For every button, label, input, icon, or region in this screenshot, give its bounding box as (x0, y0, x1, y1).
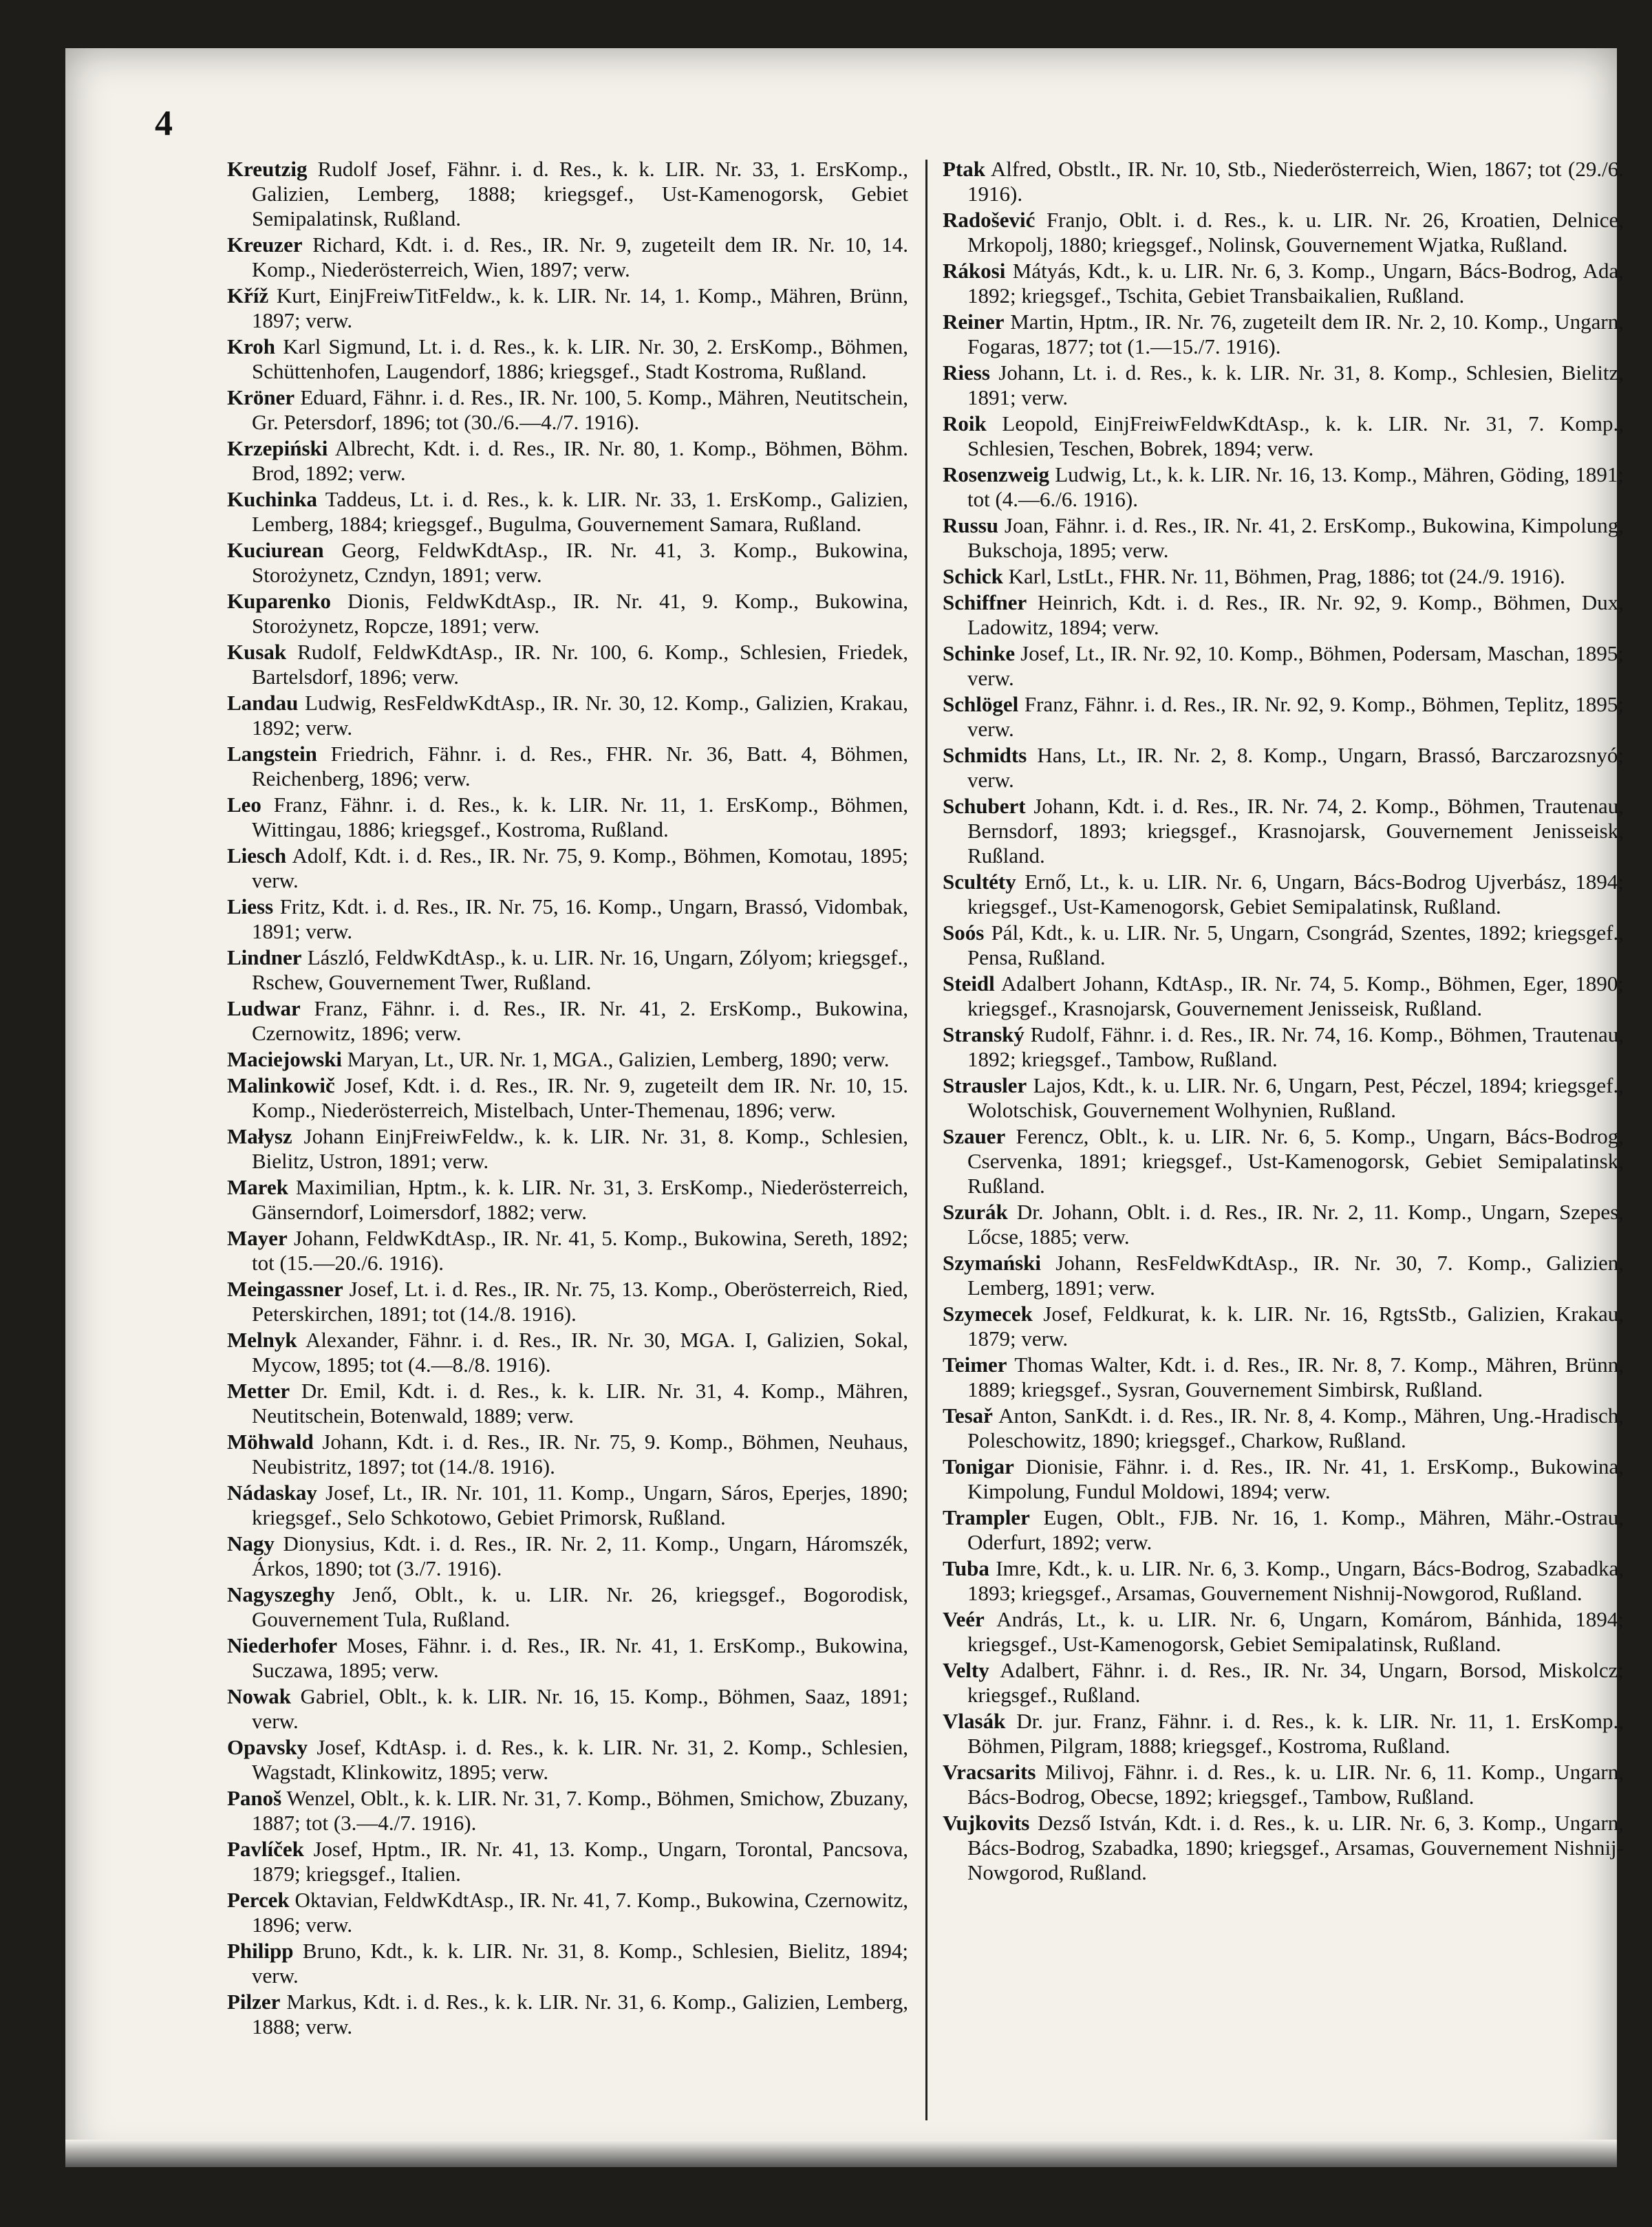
entry-surname: Leo (227, 793, 261, 817)
page-bottom-edge (65, 2140, 1617, 2167)
entry-details: Josef, Feldkurat, k. k. LIR. Nr. 16, RgtsStb., Galizien, Krakau, 1879; verw. (967, 1302, 1624, 1351)
entry-details: Markus, Kdt. i. d. Res., k. k. LIR. Nr. 31, 6. Komp., Galizien, Lemberg, 1888; verw. (252, 1990, 909, 2038)
entry-details: Franz, Fähnr. i. d. Res., IR. Nr. 92, 9. Komp., Böhmen, Teplitz, 1895; verw. (967, 692, 1624, 741)
entry-details: Imre, Kdt., k. u. LIR. Nr. 6, 3. Komp., Ungarn, Bács-Bodrog, Szabadka, 1893; kriegsgef., Arsamas, Gouvernement Nishnij-Nowgorod, Rußland. (967, 1556, 1624, 1605)
column-divider (925, 160, 927, 2120)
entry-details: Dionisie, Fähnr. i. d. Res., IR. Nr. 41, 1. ErsKomp., Bukowina, Kimpolung, Fundul Moldowi, 1894; verw. (967, 1454, 1624, 1503)
register-entry (943, 361, 1624, 410)
entry-details: Mátyás, Kdt., k. u. LIR. Nr. 6, 3. Komp., Ungarn, Bács-Bodrog, Ada, 1892; kriegsgef., Tschita, Gebiet Transbaikalien, Rußland. (967, 259, 1624, 308)
entry-surname: Kuciurean (227, 538, 324, 562)
entry-surname: Velty (943, 1658, 989, 1682)
entry-details: Josef, Lt., IR. Nr. 101, 11. Komp., Ungarn, Sáros, Eperjes, 1890; kriegsgef., Selo Schkotowo, Gebiet Primorsk, Rußland. (252, 1481, 908, 1529)
entry-details: Gabriel, Oblt., k. k. LIR. Nr. 16, 15. Komp., Böhmen, Saaz, 1891; verw. (252, 1684, 908, 1733)
entry-surname: Ptak (943, 157, 985, 181)
entry-details: Rudolf, Fähnr. i. d. Res., IR. Nr. 74, 16. Komp., Böhmen, Trautenau, 1892; kriegsgef., Tambow, Rußland. (967, 1022, 1624, 1071)
entry-surname: Schiffner (943, 590, 1027, 614)
left-column (227, 157, 908, 2041)
register-entry (227, 334, 908, 384)
entry-surname: Teimer (943, 1353, 1007, 1377)
register-entry (943, 1658, 1624, 1708)
register-entry (943, 259, 1624, 308)
entry-surname: Szymański (943, 1251, 1041, 1275)
register-entry (227, 793, 908, 842)
register-entry (227, 436, 908, 486)
entry-surname: Vujkovits (943, 1811, 1030, 1835)
entry-surname: Radošević (943, 208, 1036, 232)
entry-details: Dezső István, Kdt. i. d. Res., k. u. LIR. Nr. 6, 3. Komp., Ungarn, Bács-Bodrog, Szabadka, 1890; kriegsgef., Arsamas, Gouvernement Nishnij-Nowgorod, Rußland. (967, 1811, 1624, 1884)
entry-details: Karl Sigmund, Lt. i. d. Res., k. k. LIR. Nr. 30, 2. ErsKomp., Böhmen, Schüttenhofen, Laugendorf, 1886; kriegsgef., Stadt Kostroma, Rußland. (252, 334, 908, 383)
entry-details: Johann, Lt. i. d. Res., k. k. LIR. Nr. 31, 8. Komp., Schlesien, Bielitz, 1891; verw. (967, 361, 1624, 409)
entry-details: Josef, Kdt. i. d. Res., IR. Nr. 9, zugeteilt dem IR. Nr. 10, 15. Komp., Niederösterreich, Mistelbach, Unter-Themenau, 1896; verw. (252, 1073, 908, 1122)
register-entry (227, 1175, 908, 1225)
entry-details: Bruno, Kdt., k. k. LIR. Nr. 31, 8. Komp., Schlesien, Bielitz, 1894; verw. (252, 1939, 908, 1988)
register-entry (227, 157, 908, 231)
entry-surname: Stranský (943, 1022, 1025, 1046)
register-entry (227, 1226, 908, 1276)
register-entry (943, 1302, 1624, 1351)
entry-surname: Szymecek (943, 1302, 1033, 1326)
entry-surname: Tuba (943, 1556, 989, 1580)
register-entry (227, 1582, 908, 1632)
register-entry (227, 1786, 908, 1836)
entry-surname: Kříž (227, 283, 269, 308)
register-entry (943, 692, 1624, 742)
entry-details: Anton, SanKdt. i. d. Res., IR. Nr. 8, 4. Komp., Mähren, Ung.-Hradisch, Poleschowitz, 1890; kriegsgef., Charkow, Rußland. (967, 1403, 1624, 1452)
entry-surname: Tonigar (943, 1454, 1014, 1478)
entry-surname: Szauer (943, 1124, 1006, 1148)
entry-surname: Meingassner (227, 1277, 343, 1301)
entry-details: Heinrich, Kdt. i. d. Res., IR. Nr. 92, 9. Komp., Böhmen, Dux, Ladowitz, 1894; verw. (967, 590, 1624, 639)
entry-surname: Kuparenko (227, 589, 332, 613)
register-entry (227, 1047, 908, 1072)
register-entry (227, 233, 908, 282)
register-entry (227, 843, 908, 893)
entry-details: Georg, FeldwKdtAsp., IR. Nr. 41, 3. Komp., Bukowina, Storożynetz, Czndyn, 1891; verw. (252, 538, 909, 587)
entry-surname: Philipp (227, 1939, 294, 1963)
entry-details: Josef, Lt., IR. Nr. 92, 10. Komp., Böhmen, Podersam, Maschan, 1895; verw. (967, 641, 1624, 690)
entry-surname: Scultéty (943, 870, 1016, 894)
entry-details: Ludwig, ResFeldwKdtAsp., IR. Nr. 30, 12. Komp., Galizien, Krakau, 1892; verw. (252, 691, 908, 740)
register-entry (227, 1837, 908, 1886)
page-number: 4 (155, 104, 173, 143)
register-entry (227, 1684, 908, 1734)
register-entry (227, 691, 908, 740)
entry-details: Johann, ResFeldwKdtAsp., IR. Nr. 30, 7. Komp., Galizien, Lemberg, 1891; verw. (967, 1251, 1624, 1300)
register-entry (227, 1379, 908, 1428)
entry-details: Rudolf, FeldwKdtAsp., IR. Nr. 100, 6. Komp., Schlesien, Friedek, Bartelsdorf, 1896; verw. (252, 640, 908, 689)
register-entry (943, 1709, 1624, 1758)
register-entry (943, 1811, 1624, 1885)
entry-details: Eduard, Fähnr. i. d. Res., IR. Nr. 100, 5. Komp., Mähren, Neutitschein, Gr. Petersdorf, 1896; tot (30./6.—4./7. 1916). (252, 385, 908, 434)
register-entry (227, 487, 908, 537)
register-entry (943, 1505, 1624, 1555)
entry-details: Taddeus, Lt. i. d. Res., k. k. LIR. Nr. 33, 1. ErsKomp., Galizien, Lemberg, 1884; kriegsgef., Bugulma, Gouvernement Samara, Rußland. (252, 487, 908, 536)
entry-details: Josef, KdtAsp. i. d. Res., k. k. LIR. Nr. 31, 2. Komp., Schlesien, Wagstadt, Klinkowitz, 1895; verw. (252, 1735, 909, 1784)
register-entry (227, 1633, 908, 1683)
register-entry (943, 1022, 1624, 1072)
entry-surname: Metter (227, 1379, 290, 1403)
entry-surname: Schlögel (943, 692, 1019, 716)
entry-surname: Steidl (943, 971, 995, 996)
register-entry (227, 1735, 908, 1785)
entry-surname: Kröner (227, 385, 295, 409)
entry-surname: Roik (943, 411, 987, 435)
register-entry (227, 1939, 908, 1988)
register-entry (227, 1277, 908, 1326)
entry-details: Maryan, Lt., UR. Nr. 1, MGA., Galizien, Lemberg, 1890; verw. (347, 1047, 890, 1071)
entry-details: Josef, Lt. i. d. Res., IR. Nr. 75, 13. Komp., Oberösterreich, Ried, Peterskirchen, 1891; tot (14./8. 1916). (252, 1277, 909, 1326)
register-entry (943, 157, 1624, 206)
entry-surname: Langstein (227, 742, 317, 766)
register-entry (943, 794, 1624, 868)
entry-surname: Kusak (227, 640, 287, 664)
entry-details: Friedrich, Fähnr. i. d. Res., FHR. Nr. 36, Batt. 4, Böhmen, Reichenberg, 1896; verw. (252, 742, 908, 790)
entry-details: Milivoj, Fähnr. i. d. Res., k. u. LIR. Nr. 6, 11. Komp., Ungarn, Bács-Bodrog, Obecse, 1892; kriegsgef., Tambow, Rußland. (967, 1760, 1624, 1809)
entry-details: Ferencz, Oblt., k. u. LIR. Nr. 6, 5. Komp., Ungarn, Bács-Bodrog, Cservenka, 1891; kriegsgef., Ust-Kamenogorsk, Gebiet Semipalatinsk, Rußland. (967, 1124, 1624, 1198)
register-entry (943, 564, 1624, 589)
entry-details: Thomas Walter, Kdt. i. d. Res., IR. Nr. 8, 7. Komp., Mähren, Brünn, 1889; kriegsgef., Sysran, Gouvernement Simbirsk, Rußland. (967, 1353, 1624, 1401)
entry-surname: Reiner (943, 310, 1005, 334)
entry-details: Johann, Kdt. i. d. Res., IR. Nr. 75, 9. Komp., Böhmen, Neuhaus, Neubistritz, 1897; tot (14./8. 1916). (252, 1430, 908, 1478)
entry-details: Johann, FeldwKdtAsp., IR. Nr. 41, 5. Komp., Bukowina, Sereth, 1892; tot (15.—20./6. 1916). (252, 1226, 908, 1275)
register-entry (943, 1607, 1624, 1657)
entry-surname: Nagyszeghy (227, 1582, 335, 1606)
register-entry (943, 1403, 1624, 1453)
register-entry (943, 743, 1624, 793)
entry-details: Adalbert Johann, KdtAsp., IR. Nr. 74, 5. Komp., Böhmen, Eger, 1890; kriegsgef., Krasnojarsk, Gouvernement Jenisseisk, Rußland. (967, 971, 1624, 1020)
register-entry (943, 1251, 1624, 1300)
entry-surname: Schubert (943, 794, 1026, 818)
entry-details: Rudolf Josef, Fähnr. i. d. Res., k. k. LIR. Nr. 33, 1. ErsKomp., Galizien, Lemberg, 1888; kriegsgef., Ust-Kamenogorsk, Gebiet Semipalatinsk, Rußland. (252, 157, 909, 230)
entry-surname: Rosenzweig (943, 462, 1049, 486)
entry-surname: Vlasák (943, 1709, 1006, 1733)
entry-surname: Małysz (227, 1124, 292, 1148)
entry-surname: Landau (227, 691, 299, 715)
entry-details: Johann, Kdt. i. d. Res., IR. Nr. 74, 2. Komp., Böhmen, Trautenau, Bernsdorf, 1893; kriegsgef., Krasnojarsk, Gouvernement Jenisseisk, Rußland. (967, 794, 1624, 868)
entry-details: Franjo, Oblt. i. d. Res., k. u. LIR. Nr. 26, Kroatien, Delnice, Mrkopolj, 1880; kriegsgef., Nolinsk, Gouvernement Wjatka, Rußland. (967, 208, 1624, 257)
entry-details: Wenzel, Oblt., k. k. LIR. Nr. 31, 7. Komp., Böhmen, Smichow, Zbuzany, 1887; tot (3.—4./7. 1916). (252, 1786, 909, 1835)
register-entry (227, 1481, 908, 1530)
entry-details: Adolf, Kdt. i. d. Res., IR. Nr. 75, 9. Komp., Böhmen, Komotau, 1895; verw. (252, 843, 908, 892)
entry-details: Eugen, Oblt., FJB. Nr. 16, 1. Komp., Mähren, Mähr.-Ostrau, Oderfurt, 1892; verw. (967, 1505, 1624, 1554)
entry-details: Martin, Hptm., IR. Nr. 76, zugeteilt dem IR. Nr. 2, 10. Komp., Ungarn, Fogaras, 1877; tot (1.—15./7. 1916). (967, 310, 1624, 358)
entry-surname: Szurák (943, 1200, 1008, 1224)
entry-surname: Riess (943, 361, 990, 385)
entry-details: Jenő, Oblt., k. u. LIR. Nr. 26, kriegsgef., Bogorodisk, Gouvernement Tula, Rußland. (252, 1582, 909, 1631)
entry-surname: Melnyk (227, 1328, 297, 1352)
entry-surname: Kroh (227, 334, 276, 358)
register-entry (227, 742, 908, 791)
register-entry (943, 971, 1624, 1021)
register-entry (227, 385, 908, 435)
entry-surname: Russu (943, 513, 998, 537)
entry-surname: Kreuzer (227, 233, 303, 257)
entry-surname: Pavlíček (227, 1837, 304, 1861)
register-entry (227, 589, 908, 638)
entry-details: Alexander, Fähnr. i. d. Res., IR. Nr. 30, MGA. I, Galizien, Sokal, Mycow, 1895; tot (4.—8./8. 1916). (252, 1328, 908, 1377)
entry-surname: Kuchinka (227, 487, 317, 511)
register-entry (227, 1888, 908, 1937)
register-entry (943, 921, 1624, 970)
register-entry (943, 310, 1624, 359)
entry-details: Pál, Kdt., k. u. LIR. Nr. 5, Ungarn, Csongrád, Szentes, 1892; kriegsgef., Pensa, Rußland. (967, 921, 1624, 969)
entry-surname: Maciejowski (227, 1047, 343, 1071)
register-entry (227, 1124, 908, 1174)
register-entry (227, 1531, 908, 1581)
entry-surname: Nádaskay (227, 1481, 317, 1505)
entry-details: Dr. Johann, Oblt. i. d. Res., IR. Nr. 2, 11. Komp., Ungarn, Szepes, Lőcse, 1885; verw. (967, 1200, 1624, 1249)
register-entry (943, 208, 1624, 257)
entry-surname: Rákosi (943, 259, 1006, 283)
entry-surname: Nowak (227, 1684, 292, 1708)
register-entry (943, 1124, 1624, 1198)
entry-surname: Mayer (227, 1226, 288, 1250)
entry-surname: Panoš (227, 1786, 282, 1810)
entry-surname: Möhwald (227, 1430, 314, 1454)
register-entry (943, 1200, 1624, 1249)
register-entry (227, 1990, 908, 2039)
entry-details: Adalbert, Fähnr. i. d. Res., IR. Nr. 34, Ungarn, Borsod, Miskolcz; kriegsgef., Rußland. (967, 1658, 1624, 1707)
register-entry (943, 411, 1624, 461)
register-entry (943, 1760, 1624, 1809)
entry-surname: Soós (943, 921, 985, 945)
entry-details: Richard, Kdt. i. d. Res., IR. Nr. 9, zugeteilt dem IR. Nr. 10, 14. Komp., Niederösterreich, Wien, 1897; verw. (252, 233, 909, 281)
entry-surname: Liess (227, 894, 274, 918)
entry-details: Joan, Fähnr. i. d. Res., IR. Nr. 41, 2. ErsKomp., Bukowina, Kimpolung, Bukschoja, 1895; verw. (967, 513, 1624, 562)
entry-surname: Vracsarits (943, 1760, 1036, 1784)
entry-surname: Schmidts (943, 743, 1027, 767)
entry-details: Maximilian, Hptm., k. k. LIR. Nr. 31, 3. ErsKomp., Niederösterreich, Gänserndorf, Loimersdorf, 1882; verw. (252, 1175, 909, 1224)
entry-details: Ernő, Lt., k. u. LIR. Nr. 6, Ungarn, Bács-Bodrog Ujverbász, 1894; kriegsgef., Ust-Kamenogorsk, Gebiet Semipalatinsk, Rußland. (967, 870, 1624, 918)
register-entry (943, 590, 1624, 640)
entry-details: Leopold, EinjFreiwFeldwKdtAsp., k. k. LIR. Nr. 31, 7. Komp., Schlesien, Teschen, Bobrek, 1894; verw. (967, 411, 1624, 460)
entry-surname: Schick (943, 564, 1003, 588)
register-entry (227, 945, 908, 995)
entry-surname: Niederhofer (227, 1633, 338, 1657)
register-entry (227, 996, 908, 1046)
entry-details: Alfred, Obstlt., IR. Nr. 10, Stb., Niederösterreich, Wien, 1867; tot (29./6. 1916). (967, 157, 1624, 206)
entry-details: Fritz, Kdt. i. d. Res., IR. Nr. 75, 16. Komp., Ungarn, Brassó, Vidombak, 1891; verw. (252, 894, 909, 943)
register-entry (943, 641, 1624, 691)
register-entry (227, 894, 908, 944)
entry-surname: Nagy (227, 1531, 275, 1556)
entry-surname: Kreutzig (227, 157, 308, 181)
entry-surname: Pilzer (227, 1990, 281, 2014)
entry-details: Lajos, Kdt., k. u. LIR. Nr. 6, Ungarn, Pest, Péczel, 1894; kriegsgef., Wolotschisk, Gouvernement Wolhynien, Rußland. (967, 1073, 1624, 1122)
entry-surname: Krzepiński (227, 436, 328, 460)
register-entry (227, 538, 908, 588)
entry-details: Karl, LstLt., FHR. Nr. 11, Böhmen, Prag, 1886; tot (24./9. 1916). (1008, 564, 1565, 588)
register-entry (943, 1353, 1624, 1402)
register-entry (943, 1556, 1624, 1606)
entry-details: Josef, Hptm., IR. Nr. 41, 13. Komp., Ungarn, Torontal, Pancsova, 1879; kriegsgef., Italien. (252, 1837, 909, 1886)
entry-details: Johann EinjFreiwFeldw., k. k. LIR. Nr. 31, 8. Komp., Schlesien, Bielitz, Ustron, 1891; verw. (252, 1124, 909, 1173)
entry-surname: Veér (943, 1607, 985, 1631)
register-entry (227, 283, 908, 333)
entry-details: Hans, Lt., IR. Nr. 2, 8. Komp., Ungarn, Brassó, Barczarozsnyó; verw. (967, 743, 1624, 792)
entry-surname: Marek (227, 1175, 288, 1199)
entry-details: Dr. jur. Franz, Fähnr. i. d. Res., k. k. LIR. Nr. 11, 1. ErsKomp., Böhmen, Pilgram, 1888; kriegsgef., Kostroma, Rußland. (967, 1709, 1624, 1758)
register-entry (227, 1430, 908, 1479)
entry-surname: Ludwar (227, 996, 301, 1020)
entry-surname: Schinke (943, 641, 1016, 665)
register-entry (943, 870, 1624, 919)
entry-details: Franz, Fähnr. i. d. Res., k. k. LIR. Nr. 11, 1. ErsKomp., Böhmen, Wittingau, 1886; kriegsgef., Kostroma, Rußland. (252, 793, 909, 841)
entry-surname: Opavsky (227, 1735, 308, 1759)
entry-details: Ludwig, Lt., k. k. LIR. Nr. 16, 13. Komp., Mähren, Göding, 1891; tot (4.—6./6. 1916). (967, 462, 1624, 511)
entry-details: Oktavian, FeldwKdtAsp., IR. Nr. 41, 7. Komp., Bukowina, Czernowitz, 1896; verw. (252, 1888, 908, 1937)
register-entry (227, 1328, 908, 1377)
entry-details: Dionysius, Kdt. i. d. Res., IR. Nr. 2, 11. Komp., Ungarn, Háromszék, Árkos, 1890; tot (3./7. 1916). (252, 1531, 909, 1580)
register-entry (227, 640, 908, 689)
entry-details: Kurt, EinjFreiwTitFeldw., k. k. LIR. Nr. 14, 1. Komp., Mähren, Brünn, 1897; verw. (252, 283, 908, 332)
register-entry (227, 1073, 908, 1123)
entry-surname: Lindner (227, 945, 302, 969)
entry-details: Dionis, FeldwKdtAsp., IR. Nr. 41, 9. Komp., Bukowina, Storożynetz, Ropcze, 1891; verw. (252, 589, 908, 638)
entry-surname: Percek (227, 1888, 290, 1912)
right-column (943, 157, 1624, 1886)
register-entry (943, 1073, 1624, 1123)
entry-surname: Malinkowič (227, 1073, 335, 1097)
entry-surname: Strausler (943, 1073, 1027, 1097)
register-entry (943, 1454, 1624, 1504)
entry-details: László, FeldwKdtAsp., k. u. LIR. Nr. 16, Ungarn, Zólyom; kriegsgef., Rschew, Gouvernement Twer, Rußland. (252, 945, 909, 994)
entry-surname: Tesař (943, 1403, 993, 1428)
register-entry (943, 462, 1624, 512)
entry-details: Moses, Fähnr. i. d. Res., IR. Nr. 41, 1. ErsKomp., Bukowina, Suczawa, 1895; verw. (252, 1633, 909, 1682)
entry-surname: Trampler (943, 1505, 1030, 1529)
entry-details: Franz, Fähnr. i. d. Res., IR. Nr. 41, 2. ErsKomp., Bukowina, Czernowitz, 1896; verw. (252, 996, 908, 1045)
register-entry (943, 513, 1624, 563)
entry-details: András, Lt., k. u. LIR. Nr. 6, Ungarn, Komárom, Bánhida, 1894; kriegsgef., Ust-Kamenogorsk, Gebiet Semipalatinsk, Rußland. (967, 1607, 1624, 1656)
entry-details: Albrecht, Kdt. i. d. Res., IR. Nr. 80, 1. Komp., Böhmen, Böhm. Brod, 1892; verw. (252, 436, 908, 485)
entry-surname: Liesch (227, 843, 287, 868)
entry-details: Dr. Emil, Kdt. i. d. Res., k. k. LIR. Nr. 31, 4. Komp., Mähren, Neutitschein, Botenwald, 1889; verw. (252, 1379, 909, 1428)
